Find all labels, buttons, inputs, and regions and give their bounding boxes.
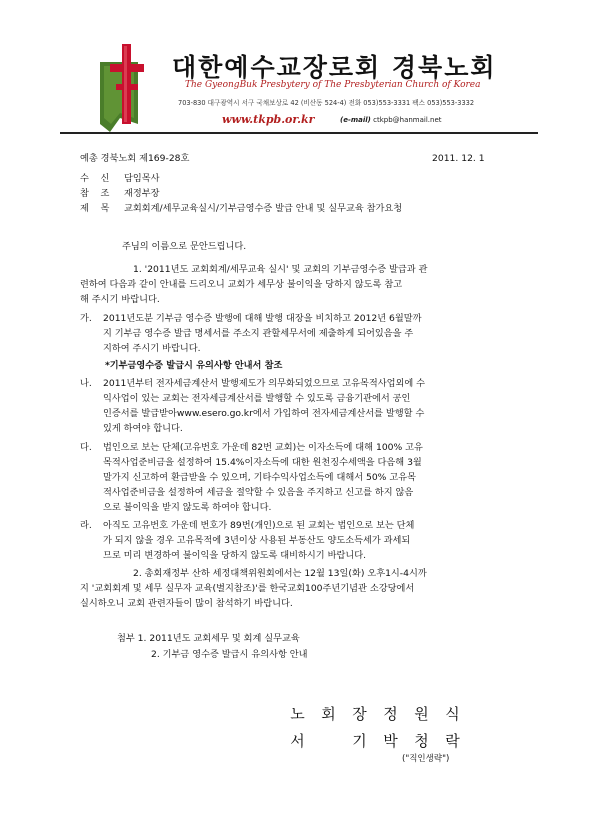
subject-value: 교회회계/세무교육실시/기부금영수증 발급 안내 및 실무교육 참가요청	[124, 203, 403, 214]
note-reference: *기부금영수증 발급시 유의사항 안내서 참조	[105, 360, 283, 371]
letterhead-website[interactable]: www.tkpb.or.kr	[222, 113, 315, 126]
recipient-label: 수 신	[80, 173, 110, 184]
item-ra-line-1: 아직도 고유번호 가운데 번호가 89번(개인)으로 된 교회는 법인으로 보는 단체	[103, 520, 415, 531]
paragraph-1-line-1: 1. '2011년도 교회회계/세무교육 실시' 및 교회의 기부금영수증 발급과 관	[133, 264, 428, 275]
letterhead-english-name: The GyeongBuk Presbytery of The Presbyterian Church of Korea	[185, 80, 481, 90]
signature-char: 박	[383, 732, 398, 750]
item-ga-line-2: 지 기부금 영수증 발급 명세서를 주소지 관할세무서에 제출하게 되어있음을 주	[103, 328, 414, 339]
signature-char: 정	[383, 705, 398, 723]
signature-char: 청	[414, 732, 429, 750]
document-date: 2011. 12. 1	[432, 153, 485, 164]
signature-char: 노	[290, 705, 305, 723]
signature-row-clerk	[282, 730, 468, 751]
letterhead-address: 703-830 대구광역시 서구 국채보상로 42 (비산동 524-4) 전화 053)553-3331 팩스 053)553-3332	[178, 99, 475, 107]
presbytery-logo	[96, 40, 166, 135]
reference-value: 재정부장	[124, 188, 160, 199]
signature-char: 회	[321, 705, 336, 723]
recipient-value: 담임목사	[124, 173, 160, 184]
item-ga-line-1: 2011년도분 기부금 영수증 발행에 대해 발행 대장을 비치하고 2012년 6월말까	[103, 313, 422, 324]
item-ra-line-3: 므로 미리 변경하여 불이익을 당하지 않도록 대비하시기 바랍니다.	[103, 550, 366, 561]
signature-char: 장	[352, 705, 367, 723]
item-na-line-1: 2011년부터 전자세금계산서 발행제도가 의무화되었으므로 고유목적사업외에 수	[103, 378, 425, 389]
letterhead-email	[340, 116, 442, 124]
signature-char: 락	[445, 732, 460, 750]
paragraph-2-line-2: 지 '교회회계 및 세무 실무자 교육(별지참조)'를 한국교회100주년기념관 소강당에서	[80, 583, 415, 594]
item-na-line-4: 있게 하여야 합니다.	[103, 423, 183, 434]
attachment-2: 2. 기부금 영수증 발급시 유의사항 안내	[151, 649, 308, 660]
signature-char: 기	[352, 732, 367, 750]
item-na-marker: 나.	[80, 378, 92, 389]
letterhead-title: 대한예수교장로회 경북노회	[172, 53, 497, 82]
signature-row-presiding-elder	[282, 703, 468, 724]
paragraph-2-line-1: 2. 총회재정부 산하 세정대책위원회에서는 12월 13일(화) 오후1시-4시까	[133, 568, 427, 579]
item-ga-line-3: 지하여 주시기 바랍니다.	[103, 343, 201, 354]
item-da-line-1: 법인으로 보는 단체(고유번호 가운데 82번 교회)는 이자소득에 대해 100% 고유	[103, 442, 423, 453]
item-da-line-5: 으로 불이익을 받지 않도록 하여야 합니다.	[103, 502, 272, 513]
seal-omitted-note: ("직인생략")	[402, 754, 450, 764]
attachment-1: 첨부 1. 2011년도 교회세무 및 회계 실무교육	[117, 633, 300, 644]
email-address[interactable]: ctkpb@hanmail.net	[373, 116, 442, 124]
signature-char: 식	[445, 705, 460, 723]
subject-label: 제 목	[80, 203, 110, 214]
item-ra-marker: 라.	[80, 520, 92, 531]
paragraph-1-line-3: 해 주시기 바랍니다.	[80, 294, 160, 305]
signature-char: 원	[414, 705, 429, 723]
item-na-line-3: 인증서를 발급받아www.esero.go.kr에서 가입하여 전자세금계산서를 발행할 수	[103, 408, 425, 419]
item-da-line-3: 말가지 신고하여 환급받을 수 있으며, 기타수익사업소득에 대해서 50% 고유목	[103, 472, 416, 483]
reference-label: 참 조	[80, 188, 110, 199]
item-na-line-2: 익사업이 있는 교회는 전자세금계산서를 발행할 수 있도록 금융기관에서 공인	[103, 393, 411, 404]
paragraph-2-line-3: 실시하오니 교회 관련자들이 많이 참석하기 바랍니다.	[80, 598, 293, 609]
paragraph-1-line-2: 련하여 다음과 같이 안내를 드리오니 교회가 세무상 불이익을 당하지 않도록 참고	[80, 279, 403, 290]
item-da-line-2: 목적사업준비금을 설정하여 15.4%이자소득에 대한 원천징수세액을 다음해 3월	[103, 457, 422, 468]
item-ga-marker: 가.	[80, 313, 92, 324]
letterhead-divider	[60, 132, 538, 134]
item-da-line-4: 적사업준비금을 설정하여 세금을 절약할 수 있음을 주지하고 신고를 하지 않음	[103, 487, 414, 498]
email-label: (e-mail)	[340, 116, 371, 124]
item-da-marker: 다.	[80, 442, 92, 453]
signature-char: 서	[290, 732, 305, 750]
greeting: 주님의 이름으로 문안드립니다.	[122, 241, 247, 252]
item-ra-line-2: 가 되지 않을 경우 고유목적에 3년이상 사용된 부동산도 양도소득세가 과세되	[103, 535, 411, 546]
document-number: 예총 경북노회 제169-28호	[80, 153, 190, 164]
